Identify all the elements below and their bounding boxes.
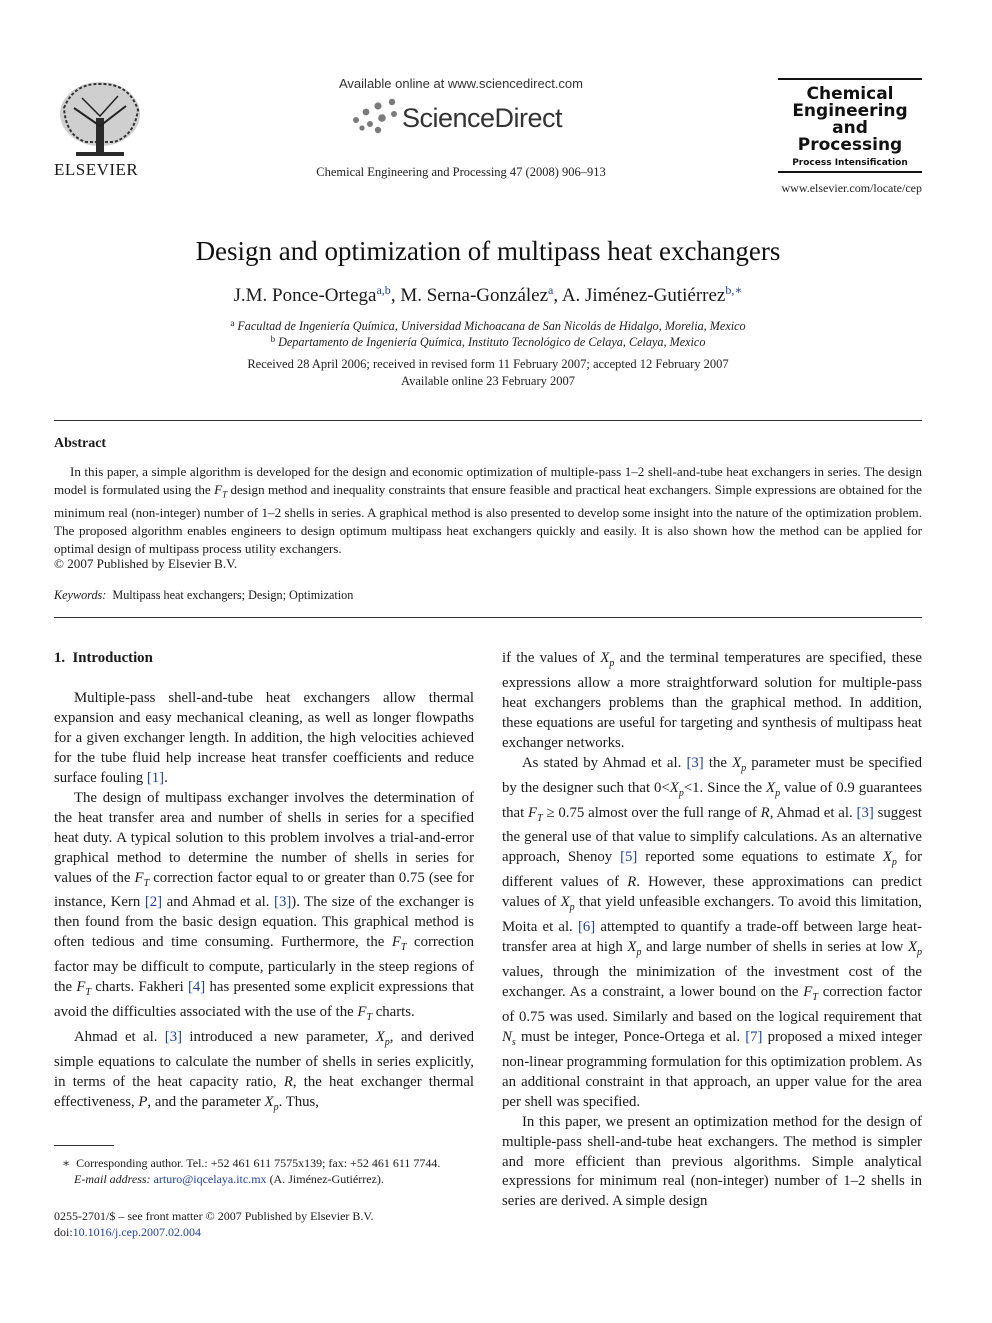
available-online-text: Available online at www.sciencedirect.com xyxy=(339,76,583,91)
citation-link[interactable]: [2] xyxy=(144,894,163,911)
journal-logo-line: Engineering xyxy=(792,101,908,121)
citation-link[interactable]: [3] xyxy=(856,804,874,821)
body-column-right xyxy=(502,649,922,1212)
received-dates: Received 28 April 2006; received in revised form 11 February 2007; accepted 12 February 2007 xyxy=(247,357,729,371)
journal-logo xyxy=(778,86,922,154)
paragraph: Ahmad et al. [3] introduced a new parameter, $X_p$, and derived simple equations to calculate the number of shells in series explicitly, in terms of the heat capacity ratio, R, the heat exchanger thermal effectiveness, P, and the parameter $X_p$. Thus, xyxy=(54,1029,474,1113)
journal-logo-line: Processing xyxy=(797,135,903,155)
doi-link[interactable]: 10.1016/j.cep.2007.02.004 xyxy=(72,1225,201,1239)
author-name: J.M. Ponce-Ortega xyxy=(233,285,377,306)
paragraph: In this paper, we present an optimization method for the design of multiple-pass shell-and-tube heat exchangers. The method is simpler and more efficient than previous algorithms. Simple analytical expressions for minimum real (non-integer) number of 1–2 shells in series are derived. A simple design xyxy=(502,1113,922,1210)
article-title: Design and optimization of multipass heat exchangers xyxy=(195,236,781,266)
author-name: A. Jiménez-Gutiérrez xyxy=(561,285,726,306)
author-affiliation-mark[interactable]: a xyxy=(548,283,554,297)
page-header xyxy=(0,0,992,200)
journal-citation: Chemical Engineering and Processing 47 (2008) 906–913 xyxy=(316,165,606,179)
citation-link[interactable]: [5] xyxy=(620,849,638,866)
citation-link[interactable]: [1] xyxy=(146,769,165,786)
citation-link[interactable]: [6] xyxy=(577,919,596,936)
citation-link[interactable]: [3] xyxy=(164,1029,183,1046)
citation-link[interactable]: [7] xyxy=(745,1028,763,1045)
page-footer xyxy=(54,1208,374,1240)
sciencedirect-dots-icon xyxy=(348,98,402,138)
paragraph: As stated by Ahmad et al. [3] the $X_p$ parameter must be specified by the designer such that $0<X_p<1$. Since the $X_p$ value of 0.9 guarantees that $F_T \ge 0.75$ almost over the full range of R, Ahmad et al. [3] suggest the general use of that value to simplify calculations. As an alternative approach, Shenoy [5] reported some equations to estimate $X_p$ for different values of R. However, these approximations can predict values of $X_p$ that yield unfeasible exchangers. To avoid this limitation, Moita et al. [6] attempted to quantify a trade-off between large heat-transfer area at high $X_p$ and large number of shells in series at low $X_p$ values, through the minimization of the investment cost of the exchanger. As a constraint, a lower bound on the $F_T$ correction factor of 0.75 was used. Similarly and based on the logical requirement that $N_s$ must be integer, Ponce-Ortega et al. [7] proposed a mixed integer non-linear programming formulation for this optimization problem. As an additional constraint in that approach, an upper value for the area per shell was specified. xyxy=(502,754,923,1110)
journal-url-link[interactable]: www.elsevier.com/locate/cep xyxy=(781,181,922,195)
author-list: J.M. Ponce-Ortega$^{a,b}$, M. Serna-González$^a$, A. Jiménez-Gutiérrez$^{b,∗}$ xyxy=(233,283,743,306)
affiliation-a: $^a$ Facultad de Ingeniería Química, Universidad Michoacana de San Nicolás de Hidalgo, Morelia, Mexico xyxy=(230,318,746,333)
paragraph: if the values of $X_p$ and the terminal temperatures are specified, these expressions allow a more straightforward solution for multiple-pass heat exchangers problems than the graphical method. In addition, these equations are useful for targeting and synthesis of multipass heat exchanger networks. xyxy=(502,650,922,751)
footnote-rule xyxy=(54,1145,114,1146)
publisher-name: ELSEVIER xyxy=(54,160,139,179)
email-link[interactable]: arturo@iqcelaya.itc.mx xyxy=(153,1172,267,1186)
citation-link[interactable]: [4] xyxy=(187,979,206,996)
keywords xyxy=(54,588,353,603)
keywords-list: Multipass heat exchangers; Design; Optimization xyxy=(112,588,354,602)
journal-logo-rule-bottom xyxy=(778,171,922,173)
available-online-date: Available online 23 February 2007 xyxy=(400,374,576,388)
author-affiliation-mark[interactable]: b,∗ xyxy=(725,283,743,297)
divider xyxy=(54,420,922,421)
abstract-body: In this paper, a simple algorithm is developed for the design and economic optimization of multiple-pass 1–2 shell-and-tube heat exchangers in series. The design model is formulated using the $F_T$ design method and inequality constraints that ensure feasible and practical heat exchangers. Simple expressions are obtained for the minimum real (non-integer) number of 1–2 shells in series. A graphical method is also presented to develop some insight into the nature of the optimization problem. The proposed algorithm enables engineers to design optimum multipass heat exchangers quickly and easily. It is also shown how the method can be applied for optimal design of multipass process utility exchangers. xyxy=(54,464,922,556)
journal-logo-subtitle: Process Intensification xyxy=(792,158,908,168)
affiliation-b: $^b$ Departamento de Ingeniería Química, Instituto Tecnológico de Celaya, Celaya, Mexico xyxy=(270,334,706,349)
abstract-heading: Abstract xyxy=(54,436,107,451)
paragraph: The design of multipass exchanger involves the determination of the heat transfer area and number of shells in series for a specified heat duty. A typical solution to this problem involves a trial-and-error graphical method to determine the number of shells in series for values of the $F_T$ correction factor equal to or greater than 0.75 (see for instance, Kern [2] and Ahmad et al. [3]). The size of the exchanger is then found from the basic design equation. This graphical method is often tedious and time consuming. Furthermore, the $F_T$ correction factor may be difficult to compute, particularly in the steep regions of the $F_T$ charts. Fakheri [4] has presented some explicit expressions that avoid the difficulties associated with the use of the $F_T$ charts. xyxy=(54,789,475,1024)
divider xyxy=(54,617,922,618)
citation-link[interactable]: [3] xyxy=(274,894,292,911)
journal-logo-rule-top xyxy=(778,78,922,80)
keywords-label: Keywords: xyxy=(54,588,107,602)
issn-line: 0255-2701/$ – see front matter © 2007 Published by Elsevier B.V. xyxy=(54,1209,374,1223)
corresponding-author-footnote: ∗ Corresponding author. Tel.: +52 461 611 7575x139; fax: +52 461 611 7744. E-mail address: arturo@iqcelaya.itc.mx (A. Jiménez-Gutiérrez). xyxy=(62,1156,441,1186)
doi-line: doi:10.1016/j.cep.2007.02.004 xyxy=(54,1225,201,1239)
journal-logo-line: and xyxy=(832,118,868,138)
journal-logo-line: Chemical xyxy=(806,84,894,104)
section-heading: 1. Introduction xyxy=(54,650,153,666)
paragraph: Multiple-pass shell-and-tube heat exchangers allow thermal expansion and easy mechanical cleaning, as well as longer flowpaths for a given exchanger length. In addition, the high velocities achieved for the tube fluid help increase heat transfer coefficients and reduce surface fouling [1]. xyxy=(54,689,474,786)
author-name: M. Serna-González xyxy=(400,285,549,306)
body-column-left xyxy=(54,649,474,1118)
author-affiliation-mark[interactable]: a,b xyxy=(376,283,391,297)
sciencedirect-wordmark: ScienceDirect xyxy=(402,103,563,133)
abstract-copyright: © 2007 Published by Elsevier B.V. xyxy=(54,556,238,571)
citation-link[interactable]: [3] xyxy=(686,754,704,771)
